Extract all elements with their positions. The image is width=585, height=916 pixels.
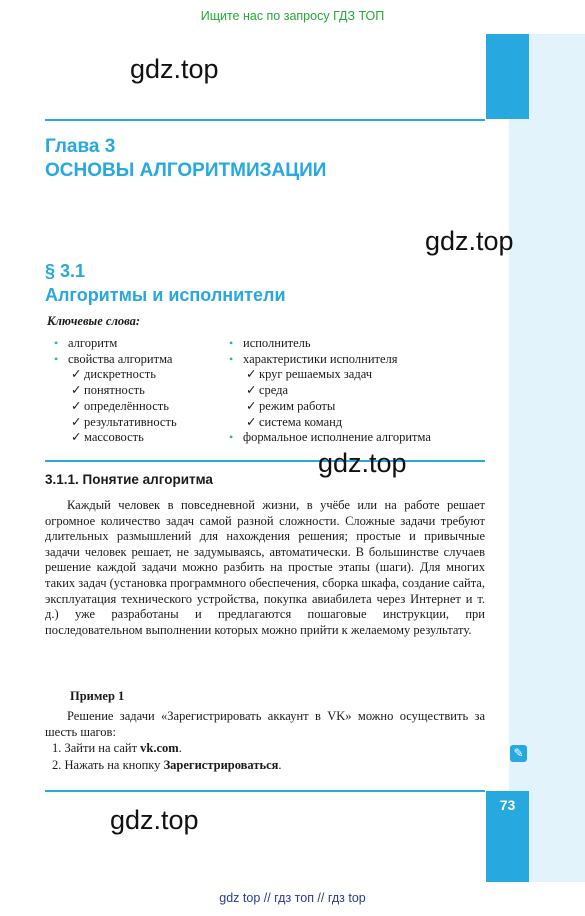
footer-rule bbox=[45, 790, 485, 792]
keyword-item bbox=[68, 415, 177, 431]
keyword-text: массовость bbox=[84, 430, 144, 445]
bullet-icon: • bbox=[54, 336, 59, 350]
checkmark-icon: ✓ bbox=[71, 430, 82, 445]
watermark: gdz.top bbox=[425, 226, 514, 256]
keyword-text: среда bbox=[259, 383, 289, 398]
keywords-list-right bbox=[229, 336, 431, 446]
keyword-text: круг решаемых задач bbox=[259, 367, 373, 382]
pencil-icon[interactable]: ✎ bbox=[510, 745, 527, 762]
checkmark-icon: ✓ bbox=[71, 398, 82, 413]
keyword-text: режим работы bbox=[259, 398, 336, 413]
paragraph-heading bbox=[45, 259, 286, 307]
keyword-item bbox=[68, 367, 177, 383]
checkmark-icon: ✓ bbox=[246, 383, 257, 398]
section-rule bbox=[45, 460, 485, 462]
example-intro bbox=[45, 709, 485, 740]
keyword-item bbox=[229, 430, 431, 446]
step-tail: . bbox=[278, 758, 282, 772]
chapter-rule bbox=[45, 119, 485, 121]
bullet-icon: • bbox=[54, 351, 59, 366]
checkmark-icon: ✓ bbox=[246, 367, 257, 382]
paragraph-title: Алгоритмы и исполнители bbox=[45, 285, 286, 305]
keyword-text: понятность bbox=[84, 383, 145, 398]
keyword-text: свойства алгоритма bbox=[68, 351, 173, 366]
checkmark-icon: ✓ bbox=[246, 398, 257, 413]
keyword-text: исполнитель bbox=[243, 336, 311, 350]
section-title: 3.1.1. Понятие алгоритма bbox=[45, 472, 213, 487]
keyword-item bbox=[68, 383, 177, 399]
watermark: gdz.top bbox=[318, 448, 407, 478]
keyword-item bbox=[68, 430, 177, 446]
keyword-item bbox=[54, 351, 177, 368]
bullet-icon: • bbox=[229, 430, 234, 445]
checkmark-icon: ✓ bbox=[71, 367, 82, 382]
keywords-list-left bbox=[54, 336, 177, 446]
keyword-item bbox=[243, 399, 431, 415]
paragraph-number: § 3.1 bbox=[45, 261, 86, 281]
example-title: Пример 1 bbox=[70, 689, 125, 703]
checkmark-icon: ✓ bbox=[71, 383, 82, 398]
keyword-item bbox=[243, 415, 431, 431]
keyword-text: система команд bbox=[259, 414, 343, 429]
step-number: 1. bbox=[52, 741, 62, 755]
keywords-title: Ключевые слова: bbox=[47, 314, 141, 328]
step-bold: vk.com bbox=[140, 741, 179, 755]
step-tail: . bbox=[178, 741, 182, 755]
watermark: gdz.top bbox=[110, 805, 199, 835]
keyword-text: характеристики исполнителя bbox=[243, 351, 398, 366]
body-paragraph: Каждый человек в повседневной жизни, в учёбе или на работе решает огромное количество задач самой разной сложности. Сложные задачи требуют длительных размышлений для нахождения решения; простые и привычные задачи человек решает, не задумываясь, автоматически. В большинстве случаев решение каждой задачи можно разбить на простые этапы (шаги). Для многих таких задач (установка программного обеспечения, сборка шкафа, создание сайта, эксплуатация технического устройства, покупка авиабилета через Интернет и т. д.) уже разработаны и предлагаются пошаговые инструкции, при последовательном выполнении которых можно прийти к желаемому результату. bbox=[45, 498, 485, 637]
keyword-text: результативность bbox=[84, 414, 177, 429]
step-bold: Зарегистрироваться bbox=[163, 758, 279, 772]
watermark: gdz.top bbox=[130, 54, 219, 84]
top-banner[interactable]: Ищите нас по запросу ГДЗ ТОП bbox=[200, 9, 385, 23]
example-intro-text: Решение задачи «Зарегистрировать аккаунт в VK» можно осуществить за шесть шагов: bbox=[45, 709, 485, 739]
keyword-item bbox=[229, 336, 431, 352]
step-text: Нажать на кнопку bbox=[64, 758, 164, 772]
keyword-item bbox=[229, 351, 431, 368]
chapter-label: Глава 3 bbox=[45, 136, 116, 157]
example-step bbox=[52, 758, 282, 773]
body-text bbox=[45, 498, 485, 638]
example-step bbox=[52, 741, 182, 756]
keyword-text: алгоритм bbox=[68, 336, 118, 350]
checkmark-icon: ✓ bbox=[246, 414, 257, 429]
chapter-title: ОСНОВЫ АЛГОРИТМИЗАЦИИ bbox=[45, 160, 327, 181]
bottom-banner[interactable]: gdz top // гдз топ // гдз top bbox=[219, 891, 366, 905]
keyword-item bbox=[54, 336, 177, 352]
keyword-item bbox=[243, 383, 431, 399]
bullet-icon: • bbox=[229, 351, 234, 366]
keyword-item bbox=[68, 399, 177, 415]
bullet-icon: • bbox=[229, 336, 234, 350]
page-number: 73 bbox=[499, 797, 516, 813]
keyword-text: формальное исполнение алгоритма bbox=[243, 430, 431, 445]
side-accent-bar bbox=[486, 34, 529, 119]
checkmark-icon: ✓ bbox=[71, 414, 82, 429]
chapter-heading bbox=[45, 135, 326, 183]
step-text: Зайти на сайт bbox=[64, 741, 141, 755]
keyword-item bbox=[243, 367, 431, 383]
keyword-text: определённость bbox=[84, 398, 169, 413]
keyword-text: дискретность bbox=[84, 367, 156, 382]
step-number: 2. bbox=[52, 758, 62, 772]
